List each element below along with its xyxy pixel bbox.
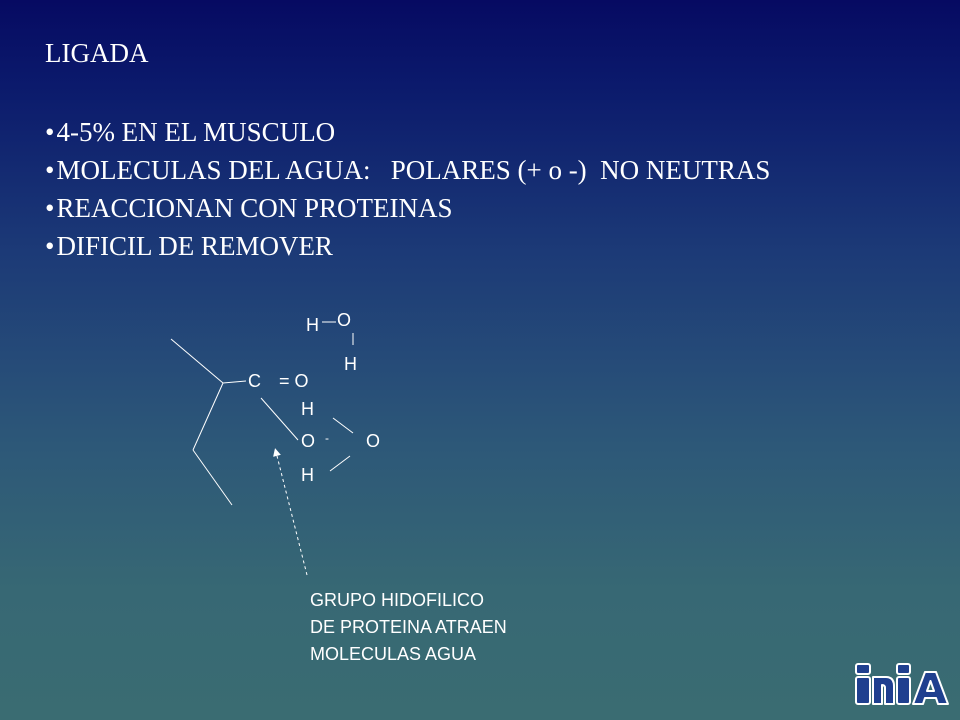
inia-logo: [852, 660, 952, 708]
atom-h-mid: H: [301, 399, 314, 419]
bullet-item-hard-to-remove: • DIFICIL DE REMOVER: [45, 227, 770, 265]
caption-line: GRUPO HIDOFILICO: [310, 590, 485, 610]
atom-o-top: O: [337, 310, 352, 330]
atom-h-top-bottom: H: [344, 354, 357, 374]
bullet-item-muscle: • 4-5% EN EL MUSCULO: [45, 113, 770, 151]
minus-sign: -: [325, 431, 329, 445]
bullet-item-polar-molecules: • MOLECULAS DEL AGUA: POLARES (+ o -) NO NEUTRAS: [45, 151, 770, 189]
atom-h-bottom: H: [301, 465, 314, 485]
atom-o-minus: O: [301, 431, 316, 451]
atom-c: C: [248, 371, 261, 391]
atom-h-top-left: H: [306, 315, 319, 335]
diagram-caption: [310, 587, 507, 668]
bullet-item-react-proteins: • REACCIONAN CON PROTEINAS: [45, 189, 770, 227]
slide-title: LIGADA: [45, 38, 149, 68]
atom-o-right: O: [366, 431, 381, 451]
atom-eq-o: = O: [279, 371, 309, 391]
caption-line: DE PROTEINA ATRAEN: [310, 617, 507, 637]
caption-line: MOLECULAS AGUA: [310, 644, 477, 664]
protein-backbone: [171, 339, 246, 505]
